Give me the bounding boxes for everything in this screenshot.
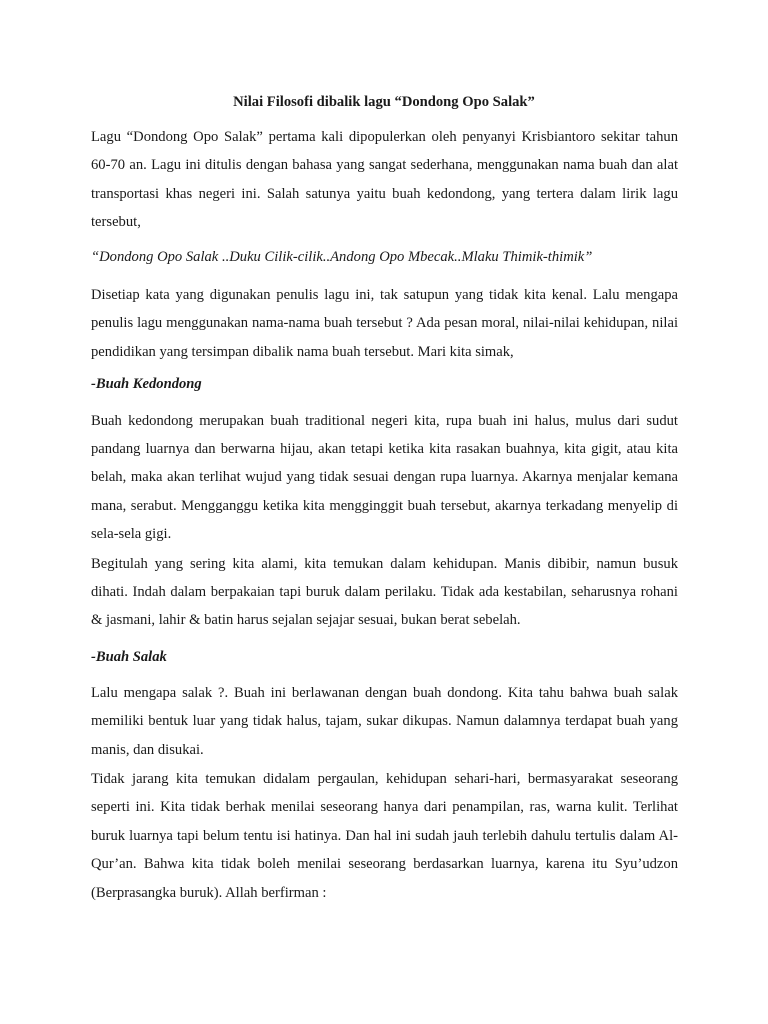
paragraph-salak-description: Lalu mengapa salak ?. Buah ini berlawanan dengan buah dondong. Kita tahu bahwa buah salak memiliki bentuk luar yang tidak halus, tajam, sukar dikupas. Namun dalamnya terdapat buah yang manis, dan disukai. [91,685,678,758]
paragraph-kedondong-description: Buah kedondong merupakan buah traditional negeri kita, rupa buah ini halus, mulus dari sudut pandang luarnya dan berwarna hijau, akan tetapi ketika kita rasakan buahnya, kita gigit, atau kita belah, maka akan terlihat wujud yang tidak sesuai dengan rupa luarnya. Akarnya menjalar kemana mana, serabut. Mengganggu ketika kita mengginggit buah tersebut, akarnya terkadang menyelip di sela-sela gigi. [91,413,678,542]
paragraph-moral-message: Disetiap kata yang digunakan penulis lagu ini, tak satupun yang tidak kita kenal. Lalu mengapa penulis lagu menggunakan nama-nama buah tersebut ? Ada pesan moral, nilai-nilai kehidupan, nilai pendidikan yang tersimpan dibalik nama buah tersebut. Mari kita simak, [91,287,678,360]
section-heading-salak: -Buah Salak [91,649,167,665]
paragraph-salak-meaning: Tidak jarang kita temukan didalam pergaulan, kehidupan sehari-hari, bermasyarakat seseorang seperti ini. Kita tidak berhak menilai seseorang hanya dari penampilan, ras, warna kulit. Terlihat buruk luarnya tapi belum tentu isi hatinya. Dan hal ini sudah jauh terlebih dahulu tertulis dalam Al-Qur’an. Bahwa kita tidak boleh menilai seseorang berdasarkan luarnya, karena itu Syu’udzon (Berprasangka buruk). Allah berfirman : [91,771,678,901]
section-heading-kedondong: -Buah Kedondong [91,376,202,392]
paragraph-kedondong-meaning: Begitulah yang sering kita alami, kita temukan dalam kehidupan. Manis dibibir, namun busuk dihati. Indah dalam berpakaian tapi buruk dalam perilaku. Tidak ada kestabilan, seharusnya rohani & jasmani, lahir & batin harus sejalan sejajar sesuai, bukan berat sebelah. [91,556,678,629]
page-title: Nilai Filosofi dibalik lagu “Dondong Opo Salak” [233,94,535,110]
song-lyric-quote: “Dondong Opo Salak ..Duku Cilik-cilik..Andong Opo Mbecak..Mlaku Thimik-thimik” [91,249,593,265]
paragraph-intro: Lagu “Dondong Opo Salak” pertama kali dipopulerkan oleh penyanyi Krisbiantoro sekitar tahun 60-70 an. Lagu ini ditulis dengan bahasa yang sangat sederhana, menggunakan nama buah dan alat transportasi khas negeri ini. Salah satunya yaitu buah kedondong, yang tertera dalam lirik lagu tersebut, [91,129,678,231]
